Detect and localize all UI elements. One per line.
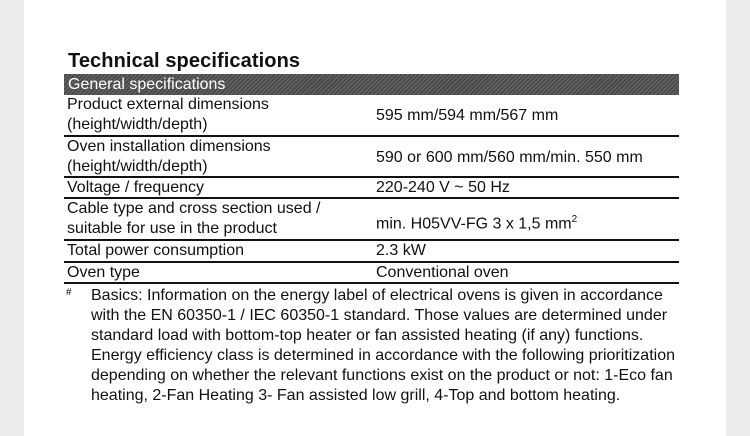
spec-label: Oven installation dimensions (height/width/depth) [67, 138, 271, 175]
spec-value: Conventional oven [376, 264, 509, 281]
footnote-mark: # [66, 287, 72, 298]
section-header: General specifications [64, 74, 679, 95]
spec-value: 2.3 kW [376, 242, 426, 259]
table-row [64, 263, 679, 284]
spec-value-text: min. H05VV-FG 3 x 1,5 mm [376, 215, 572, 233]
spec-label: Total power consumption [67, 242, 244, 259]
footnote-paragraph: Basics: Information on the energy label of electrical ovens is given in accordance with the EN 60350-1 / IEC 60350-1 standard. Those values are determined under standard load with bottom-top heater or fan assisted heating (if any) functions. [91, 287, 668, 344]
page-title: Technical specifications [68, 50, 301, 72]
spec-value: 595 mm/594 mm/567 mm [376, 107, 559, 124]
table-row [64, 95, 679, 137]
superscript: 2 [571, 214, 578, 225]
spec-label: Cable type and cross section used / suitable for use in the product [67, 200, 321, 237]
spec-label: Product external dimensions (height/width/depth) [67, 96, 269, 133]
table-row [64, 241, 679, 263]
spec-label: Voltage / frequency [67, 179, 204, 196]
spec-value: 590 or 600 mm/560 mm/min. 550 mm [376, 149, 643, 166]
spec-value: 220-240 V ~ 50 Hz [376, 179, 510, 196]
table-row [64, 199, 679, 241]
footnote [64, 286, 679, 406]
footnote-paragraph: Energy efficiency class is determined in accordance with the following prioritization depending on whether the relevant functions exist on the product or not: 1-Eco fan heating, 2-Fan Heating 3- Fan assisted low grill, 4-Top and bottom heating. [91, 347, 675, 404]
document-page [24, 0, 726, 436]
spec-value [376, 210, 577, 234]
table-row [64, 137, 679, 178]
table-row [64, 178, 679, 199]
spec-label: Oven type [67, 264, 140, 281]
